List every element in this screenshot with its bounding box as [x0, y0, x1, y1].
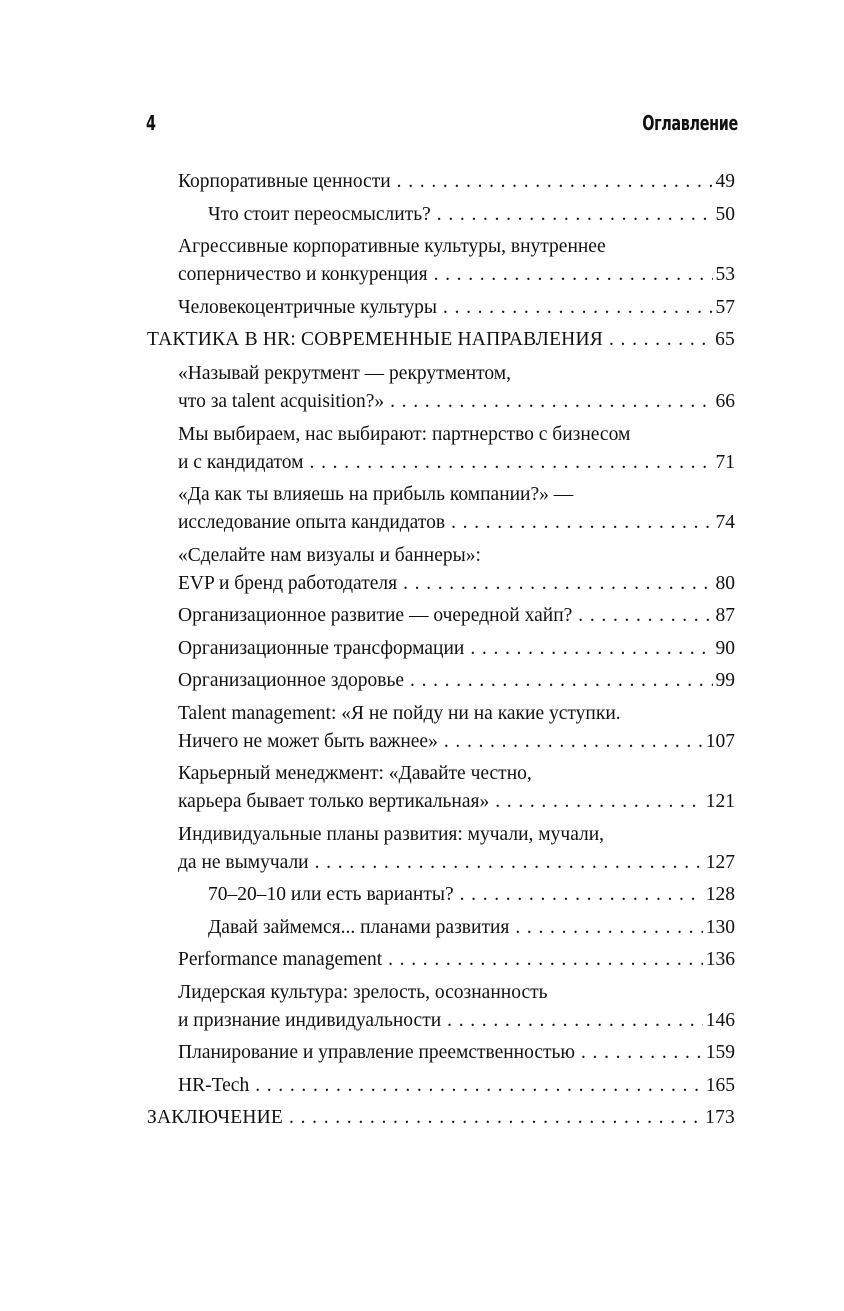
toc-entry-title: да не вымучали	[178, 851, 309, 873]
toc-entry	[0, 482, 844, 536]
toc-entry	[0, 882, 844, 908]
toc-page-number: 107	[705, 730, 735, 752]
toc-page-number: 99	[715, 670, 735, 691]
toc-page-number: 121	[705, 791, 735, 812]
toc-entry-title: Организационное развитие — очередной хайп?	[178, 605, 573, 626]
dot-leader	[437, 202, 713, 228]
dot-leader	[460, 882, 703, 908]
toc-entry	[0, 915, 844, 941]
toc-page-number: 74	[715, 512, 735, 533]
toc-part-entry	[0, 327, 844, 353]
toc-entry	[0, 169, 844, 195]
dot-leader	[315, 850, 703, 876]
toc-entry	[0, 422, 844, 476]
toc-entry-title: соперничество и конкуренция	[178, 264, 428, 285]
dot-leader	[581, 1040, 703, 1066]
toc-page-number: 50	[715, 203, 735, 225]
toc-entry-title: Индивидуальные планы развития: мучали, мучали,	[178, 823, 605, 845]
toc-entry-title: Ничего не может быть важнее»	[178, 730, 438, 752]
dot-leader	[444, 729, 703, 755]
toc-entry	[0, 543, 844, 597]
toc-page-number: 49	[715, 171, 735, 192]
toc-entry-title: Карьерный менеджмент: «Давайте честно,	[178, 763, 532, 784]
toc-entry-title: Агрессивные корпоративные культуры, внутреннее	[178, 236, 606, 257]
toc-page-number: 136	[705, 949, 735, 970]
toc-entry	[0, 295, 844, 321]
toc-part-entry	[0, 1105, 844, 1131]
toc-entry	[0, 980, 844, 1034]
dot-leader	[451, 510, 712, 536]
toc-entry-title: Организационные трансформации	[178, 637, 465, 659]
dot-leader	[255, 1073, 703, 1099]
dot-leader	[390, 389, 712, 415]
toc-entry	[0, 668, 844, 694]
toc-page-number: 146	[705, 1009, 735, 1031]
toc-entry-title: HR-Tech	[178, 1074, 250, 1096]
toc-page-number: 159	[705, 1042, 735, 1063]
toc-entry-title: «Да как ты влияешь на прибыль компании?» —	[178, 484, 574, 505]
toc-page-number: 90	[715, 637, 735, 659]
dot-leader	[470, 636, 712, 662]
dot-leader	[434, 262, 713, 288]
toc-entry	[0, 822, 844, 876]
toc-entry	[0, 701, 844, 755]
toc-entry-title: ТАКТИКА В HR: СОВРЕМЕННЫЕ НАПРАВЛЕНИЯ	[147, 329, 603, 350]
toc-entry-title: Давай займемся... планами развития	[208, 916, 510, 938]
toc-entry-title: «Называй рекрутмент — рекрутментом,	[178, 363, 511, 384]
toc-entry	[0, 1040, 844, 1066]
toc-entry-title: Корпоративные ценности	[178, 171, 391, 192]
toc-entry-title: EVP и бренд работодателя	[178, 572, 398, 594]
toc-entry-title: Организационное здоровье	[178, 670, 405, 691]
toc-page-number: 71	[715, 451, 735, 473]
dot-leader	[515, 915, 702, 941]
dot-leader	[447, 1008, 703, 1034]
toc-entry-title: и признание индивидуальности	[178, 1009, 442, 1031]
running-header-title: Оглавление	[642, 111, 738, 135]
toc-entry-title: Что стоит переосмыслить?	[208, 203, 431, 225]
dot-leader	[578, 603, 712, 629]
toc-entry-title: Мы выбираем, нас выбирают: партнерство с бизнесом	[178, 423, 631, 445]
dot-leader	[495, 789, 703, 815]
toc-entry	[0, 603, 844, 629]
toc-entry-title: карьера бывает только вертикальная»	[178, 791, 490, 812]
dot-leader	[310, 450, 713, 476]
dot-leader	[397, 169, 713, 195]
toc-page-number: 80	[715, 572, 735, 594]
toc-entry-title: Лидерская культура: зрелость, осознанность	[178, 981, 548, 1003]
toc-entry-title: Человекоцентричные культуры	[178, 296, 437, 318]
toc-page-number: 173	[705, 1107, 735, 1128]
toc-entry-title: ЗАКЛЮЧЕНИЕ	[147, 1107, 284, 1128]
toc-entry	[0, 1073, 844, 1099]
toc-entry	[0, 761, 844, 815]
toc-page-number: 87	[715, 605, 735, 626]
toc-entry	[0, 636, 844, 662]
toc-page-number: 53	[715, 264, 735, 285]
toc-entry-title: Performance management	[178, 949, 383, 970]
toc-page-number: 57	[715, 296, 735, 318]
toc-entry-title: 70–20–10 или есть варианты?	[208, 884, 454, 905]
toc-page-number: 66	[715, 391, 735, 412]
toc-entry-title: исследование опыта кандидатов	[178, 512, 446, 533]
toc-entry-title: «Сделайте нам визуалы и баннеры»:	[178, 544, 481, 566]
toc-entry	[0, 202, 844, 228]
dot-leader	[443, 295, 713, 321]
dot-leader	[289, 1105, 702, 1131]
dot-leader	[410, 668, 712, 694]
dot-leader	[388, 947, 703, 973]
table-of-contents	[0, 169, 844, 1139]
toc-entry	[0, 947, 844, 973]
page-number: 4	[146, 111, 156, 135]
dot-leader	[609, 327, 712, 353]
toc-entry	[0, 234, 844, 288]
dot-leader	[403, 571, 712, 597]
toc-page-number: 165	[705, 1074, 735, 1096]
toc-page-number: 65	[715, 329, 735, 350]
toc-page-number: 130	[705, 916, 735, 938]
toc-entry-title: Talent management: «Я не пойду ни на какие уступки.	[178, 702, 621, 724]
toc-entry-title: что за talent acquisition?»	[178, 391, 385, 412]
toc-page-number: 127	[705, 851, 735, 873]
toc-page-number: 128	[705, 884, 735, 905]
toc-entry	[0, 361, 844, 415]
toc-entry-title: Планирование и управление преемственностью	[178, 1042, 575, 1063]
toc-entry-title: и с кандидатом	[178, 451, 304, 473]
